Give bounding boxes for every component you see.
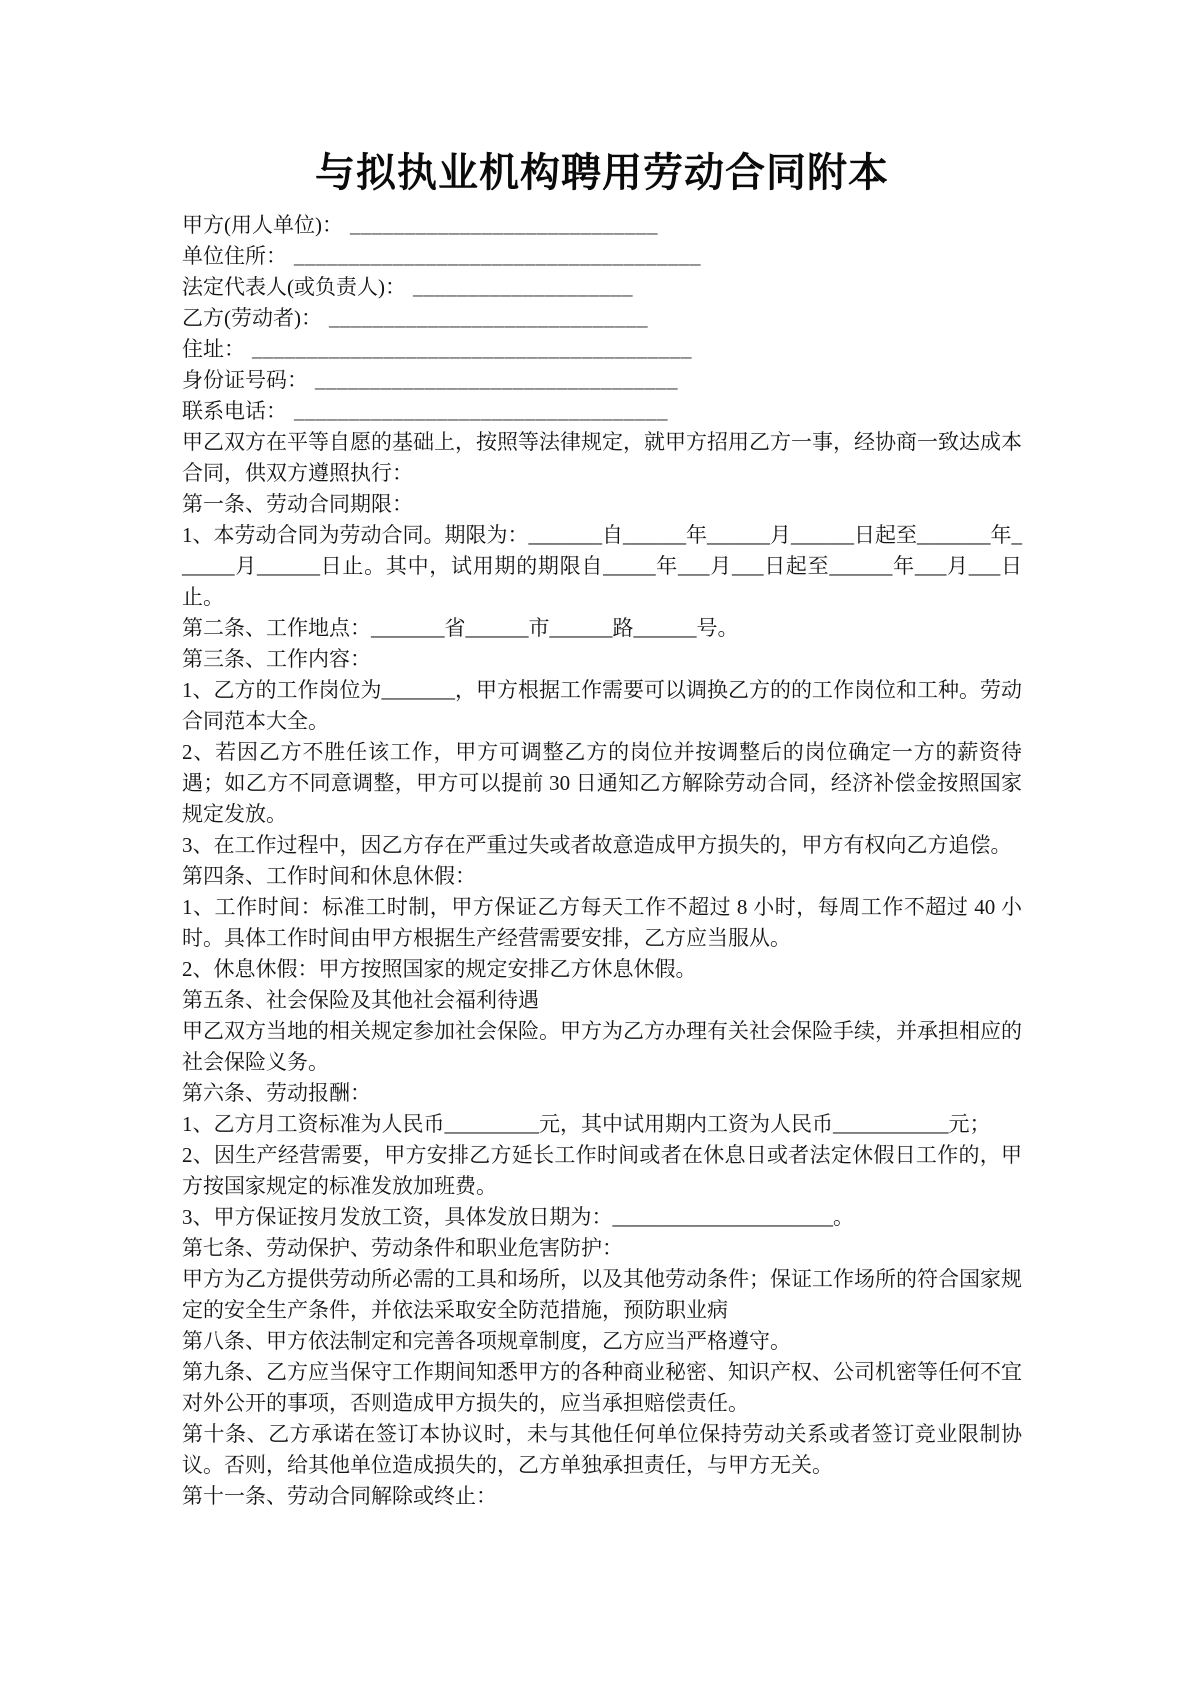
field-home-address <box>182 334 1022 365</box>
clause-5-body-insurance: 甲乙双方当地的相关规定参加社会保险。甲方为乙方办理有关社会保险手续，并承担相应的社会保险义务。 <box>182 1019 1022 1074</box>
clause-8-rules: 第八条、甲方依法制定和完善各项规章制度，乙方应当严格遵守。 <box>182 1329 791 1353</box>
clause-4-item-1-hours: 1、工作时间：标准工时制，甲方保证乙方每天工作不超过 8 小时，每周工作不超过 40 小时。具体工作时间由甲方根据生产经营需要安排，乙方应当服从。 <box>182 895 1022 950</box>
clause-3-item-1-position: 1、乙方的工作岗位为_______，甲方根据工作需要可以调换乙方的的工作岗位和工种。劳动合同范本大全。 <box>182 678 1022 733</box>
field-legal-representative-label: 法定代表人(或负责人)： <box>182 275 406 299</box>
field-phone-label: 联系电话： <box>182 399 287 423</box>
clause-3-item-2-adjustment: 2、若因乙方不胜任该工作，甲方可调整乙方的岗位并按调整后的岗位确定一方的薪资待遇；如乙方不同意调整，甲方可以提前 30 日通知乙方解除劳动合同，经济补偿金按照国家规定发放。 <box>182 740 1022 826</box>
clause-1-item-1-term: 1、本劳动合同为劳动合同。期限为：_______自______年______月______日起至_______年______月______日止。其中，试用期的期限自_____年___月___日起至______年___月___日止。 <box>182 523 1022 609</box>
clause-2-work-location: 第二条、工作地点：_______省______市______路______号。 <box>182 616 739 640</box>
clause-6-item-3-payday: 3、甲方保证按月发放工资，具体发放日期为：_____________________。 <box>182 1205 854 1229</box>
field-company-address <box>182 241 1022 272</box>
clause-10-no-other-employment: 第十条、乙方承诺在签订本协议时，未与其他任何单位保持劳动关系或者签订竞业限制协议。否则，给其他单位造成损失的，乙方单独承担责任，与甲方无关。 <box>182 1422 1022 1477</box>
field-legal-representative-blank: ____________________ <box>413 275 633 299</box>
clause-3-item-3-liability: 3、在工作过程中，因乙方存在严重过失或者故意造成甲方损失的，甲方有权向乙方追偿。 <box>182 833 1012 857</box>
field-id-number-blank: _________________________________ <box>315 368 678 392</box>
field-party-a-blank: ____________________________ <box>350 213 658 237</box>
field-legal-representative <box>182 272 1022 303</box>
field-party-b <box>182 303 1022 334</box>
field-party-b-blank: _____________________________ <box>329 306 648 330</box>
field-id-number-label: 身份证号码： <box>182 368 308 392</box>
clause-9-confidentiality: 第九条、乙方应当保守工作期间知悉甲方的各种商业秘密、知识产权、公司机密等任何不宜对外公开的事项，否则造成甲方损失的，应当承担赔偿责任。 <box>182 1360 1022 1415</box>
clause-4-heading: 第四条、工作时间和休息休假： <box>182 864 476 888</box>
field-party-a-label: 甲方(用人单位)： <box>182 213 343 237</box>
clause-7-heading: 第七条、劳动保护、劳动条件和职业危害防护： <box>182 1236 623 1260</box>
field-company-address-blank: _____________________________________ <box>294 244 701 268</box>
field-party-a <box>182 210 1022 241</box>
field-home-address-label: 住址： <box>182 337 245 361</box>
clause-3-heading: 第三条、工作内容： <box>182 647 371 671</box>
field-company-address-label: 单位住所： <box>182 244 287 268</box>
field-phone-blank: __________________________________ <box>294 399 668 423</box>
clause-6-item-1-salary: 1、乙方月工资标准为人民币_________元，其中试用期内工资为人民币___________元； <box>182 1112 991 1136</box>
document-content <box>182 146 1022 1512</box>
field-id-number <box>182 365 1022 396</box>
document-title: 与拟执业机构聘用劳动合同附本 <box>315 150 889 195</box>
clause-1-heading: 第一条、劳动合同期限： <box>182 492 413 516</box>
clause-6-heading: 第六条、劳动报酬： <box>182 1081 371 1105</box>
clause-11-heading-termination: 第十一条、劳动合同解除或终止： <box>182 1484 497 1508</box>
clause-5-heading: 第五条、社会保险及其他社会福利待遇 <box>182 988 539 1012</box>
clause-6-item-2-overtime: 2、因生产经营需要，甲方安排乙方延长工作时间或者在休息日或者法定休假日工作的，甲方按国家规定的标准发放加班费。 <box>182 1143 1022 1198</box>
clause-4-item-2-rest: 2、休息休假：甲方按照国家的规定安排乙方休息休假。 <box>182 957 697 981</box>
paragraph-preamble: 甲乙双方在平等自愿的基础上，按照等法律规定，就甲方招用乙方一事，经协商一致达成本合同，供双方遵照执行： <box>182 430 1022 485</box>
clause-7-body-protection: 甲方为乙方提供劳动所必需的工具和场所，以及其他劳动条件；保证工作场所的符合国家规定的安全生产条件，并依法采取安全防范措施，预防职业病 <box>182 1267 1022 1322</box>
field-phone <box>182 396 1022 427</box>
field-party-b-label: 乙方(劳动者)： <box>182 306 322 330</box>
field-home-address-blank: ________________________________________ <box>252 337 692 361</box>
